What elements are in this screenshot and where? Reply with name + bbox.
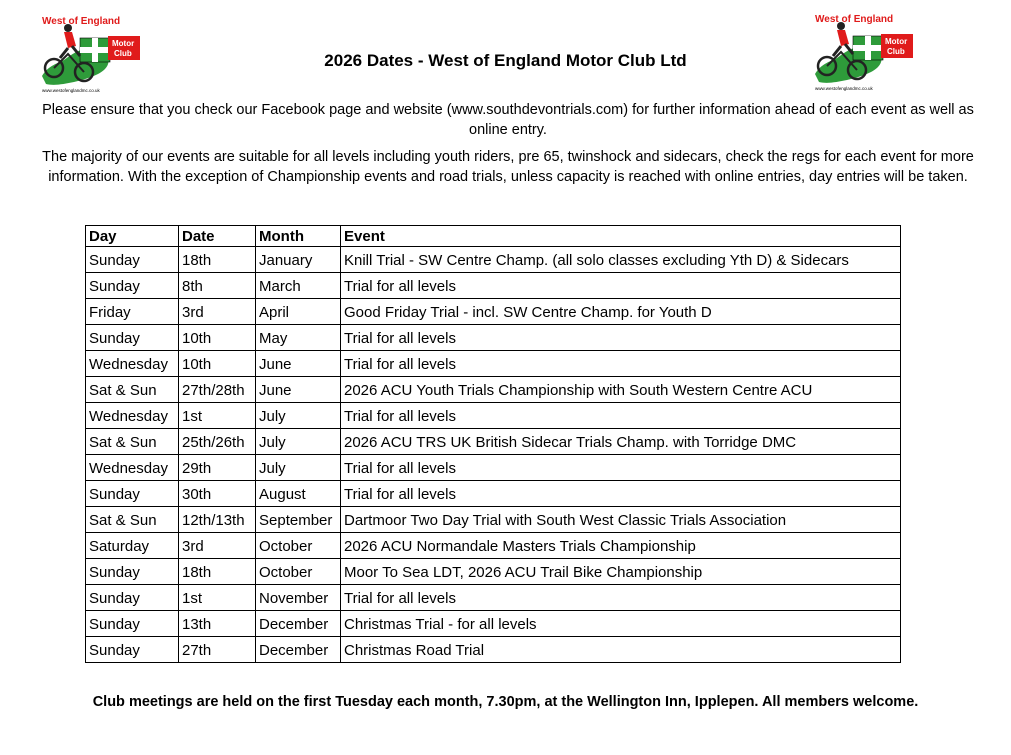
cell-day: Wednesday <box>86 455 179 481</box>
cell-event: Good Friday Trial - incl. SW Centre Champ. for Youth D <box>341 299 901 325</box>
cell-event: Christmas Trial - for all levels <box>341 611 901 637</box>
table-row <box>86 377 901 403</box>
table-row <box>86 533 901 559</box>
cell-event: 2026 ACU TRS UK British Sidecar Trials Champ. with Torridge DMC <box>341 429 901 455</box>
cell-month: January <box>256 247 341 273</box>
table-row <box>86 351 901 377</box>
cell-day: Sat & Sun <box>86 429 179 455</box>
cell-month: June <box>256 351 341 377</box>
cell-event: 2026 ACU Youth Trials Championship with South Western Centre ACU <box>341 377 901 403</box>
cell-month: July <box>256 403 341 429</box>
table-row <box>86 585 901 611</box>
cell-event: Trial for all levels <box>341 455 901 481</box>
cell-event: 2026 ACU Normandale Masters Trials Championship <box>341 533 901 559</box>
cell-day: Sunday <box>86 637 179 663</box>
cell-day: Wednesday <box>86 351 179 377</box>
cell-month: May <box>256 325 341 351</box>
cell-day: Sunday <box>86 481 179 507</box>
table-row <box>86 299 901 325</box>
cell-date: 1st <box>179 585 256 611</box>
cell-month: December <box>256 611 341 637</box>
cell-date: 1st <box>179 403 256 429</box>
column-header-event: Event <box>341 226 901 247</box>
table-row <box>86 247 901 273</box>
cell-day: Sunday <box>86 611 179 637</box>
table-row <box>86 559 901 585</box>
table-row <box>86 637 901 663</box>
cell-date: 10th <box>179 351 256 377</box>
cell-date: 25th/26th <box>179 429 256 455</box>
cell-event: Knill Trial - SW Centre Champ. (all solo classes excluding Yth D) & Sidecars <box>341 247 901 273</box>
cell-event: Moor To Sea LDT, 2026 ACU Trail Bike Championship <box>341 559 901 585</box>
cell-month: July <box>256 429 341 455</box>
events-table <box>85 225 901 663</box>
table-row <box>86 611 901 637</box>
cell-date: 27th <box>179 637 256 663</box>
cell-date: 13th <box>179 611 256 637</box>
cell-day: Sunday <box>86 325 179 351</box>
cell-month: April <box>256 299 341 325</box>
svg-text:Club: Club <box>114 49 132 58</box>
svg-text:Motor: Motor <box>885 37 908 46</box>
table-row <box>86 507 901 533</box>
cell-day: Sunday <box>86 273 179 299</box>
cell-event: Trial for all levels <box>341 351 901 377</box>
cell-date: 27th/28th <box>179 377 256 403</box>
cell-day: Sunday <box>86 559 179 585</box>
cell-day: Wednesday <box>86 403 179 429</box>
page-title: 2026 Dates - West of England Motor Club Ltd <box>324 51 687 70</box>
cell-event: Trial for all levels <box>341 273 901 299</box>
cell-event: Trial for all levels <box>341 403 901 429</box>
cell-month: October <box>256 559 341 585</box>
cell-date: 18th <box>179 559 256 585</box>
cell-day: Sunday <box>86 585 179 611</box>
column-header-date: Date <box>179 226 256 247</box>
svg-text:West of England: West of England <box>42 16 121 27</box>
svg-text:West of England: West of England <box>815 14 894 25</box>
table-row <box>86 429 901 455</box>
svg-text:Motor: Motor <box>112 39 135 48</box>
cell-event: Trial for all levels <box>341 325 901 351</box>
cell-day: Saturday <box>86 533 179 559</box>
cell-day: Sunday <box>86 247 179 273</box>
column-header-month: Month <box>256 226 341 247</box>
table-header-row <box>86 226 901 247</box>
cell-event: Trial for all levels <box>341 481 901 507</box>
cell-month: October <box>256 533 341 559</box>
cell-month: December <box>256 637 341 663</box>
cell-month: June <box>256 377 341 403</box>
svg-text:Club: Club <box>887 47 905 56</box>
cell-date: 3rd <box>179 533 256 559</box>
cell-date: 12th/13th <box>179 507 256 533</box>
cell-month: September <box>256 507 341 533</box>
intro-paragraph-website: Please ensure that you check our Facebook page and website (www.southdevontrials.com) for further information ahead of each event as well as online entry. <box>42 102 974 138</box>
cell-date: 18th <box>179 247 256 273</box>
cell-event: Christmas Road Trial <box>341 637 901 663</box>
cell-month: November <box>256 585 341 611</box>
column-header-day: Day <box>86 226 179 247</box>
cell-date: 3rd <box>179 299 256 325</box>
cell-month: March <box>256 273 341 299</box>
cell-date: 29th <box>179 455 256 481</box>
svg-text:www.westofenglandmc.co.uk: www.westofenglandmc.co.uk <box>815 86 873 91</box>
cell-date: 10th <box>179 325 256 351</box>
cell-date: 30th <box>179 481 256 507</box>
club-meetings-note: Club meetings are held on the first Tuesday each month, 7.30pm, at the Wellington Inn, Ipplepen. All members welcome. <box>92 694 919 710</box>
cell-day: Friday <box>86 299 179 325</box>
cell-event: Trial for all levels <box>341 585 901 611</box>
cell-day: Sat & Sun <box>86 507 179 533</box>
table-row <box>86 455 901 481</box>
svg-text:www.westofenglandmc.co.uk: www.westofenglandmc.co.uk <box>42 88 100 93</box>
table-row <box>86 403 901 429</box>
table-row <box>86 273 901 299</box>
table-row <box>86 481 901 507</box>
cell-event: Dartmoor Two Day Trial with South West Classic Trials Association <box>341 507 901 533</box>
cell-date: 8th <box>179 273 256 299</box>
table-row <box>86 325 901 351</box>
intro-paragraph-levels: The majority of our events are suitable for all levels including youth riders, pre 65, twinshock and sidecars, check the regs for each event for more information. With the exception of Championship events and road trials, unless capacity is reached with online entries, day entries will be taken. <box>42 149 974 185</box>
cell-month: July <box>256 455 341 481</box>
cell-month: August <box>256 481 341 507</box>
cell-day: Sat & Sun <box>86 377 179 403</box>
